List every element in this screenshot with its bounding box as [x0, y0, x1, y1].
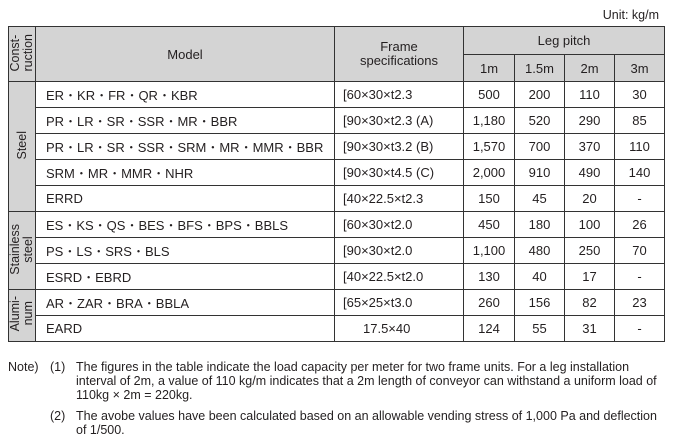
- model-header: Model: [36, 27, 335, 82]
- value-3m-cell: 26: [615, 212, 665, 238]
- construction-group-cell: [9, 290, 36, 342]
- value-2m-cell: 100: [565, 212, 615, 238]
- value-1-5m-cell: 200: [515, 82, 565, 108]
- note-item: [8, 409, 678, 437]
- pitch-header: 3m: [615, 55, 665, 82]
- table-row: [9, 134, 665, 160]
- model-cell: ER・KR・FR・QR・KBR: [36, 82, 335, 108]
- model-cell: ES・KS・QS・BES・BFS・BPS・BBLS: [36, 212, 335, 238]
- value-1-5m-cell: 156: [515, 290, 565, 316]
- value-2m-cell: 110: [565, 82, 615, 108]
- pitch-header: 2m: [565, 55, 615, 82]
- model-cell: ESRD・EBRD: [36, 264, 335, 290]
- pitch-header: 1m: [464, 55, 515, 82]
- model-cell: EARD: [36, 316, 335, 342]
- value-2m-cell: 17: [565, 264, 615, 290]
- value-1m-cell: 1,100: [464, 238, 515, 264]
- value-3m-cell: 85: [615, 108, 665, 134]
- value-1m-cell: 2,000: [464, 160, 515, 186]
- value-1-5m-cell: 40: [515, 264, 565, 290]
- value-3m-cell: 30: [615, 82, 665, 108]
- value-1-5m-cell: 910: [515, 160, 565, 186]
- value-3m-cell: -: [615, 316, 665, 342]
- model-cell: SRM・MR・MMR・NHR: [36, 160, 335, 186]
- value-2m-cell: 82: [565, 290, 615, 316]
- table-row: [9, 238, 665, 264]
- model-cell: PR・LR・SR・SSR・SRM・MR・MMR・BBR: [36, 134, 335, 160]
- value-1m-cell: 1,570: [464, 134, 515, 160]
- construction-header: [9, 27, 36, 82]
- model-cell: PR・LR・SR・SSR・MR・BBR: [36, 108, 335, 134]
- leg-pitch-header: Leg pitch: [464, 27, 665, 55]
- value-1m-cell: 150: [464, 186, 515, 212]
- table-row: [9, 316, 665, 342]
- value-2m-cell: 370: [565, 134, 615, 160]
- construction-group-label: Stainless steel: [8, 223, 35, 275]
- value-3m-cell: 23: [615, 290, 665, 316]
- model-cell: PS・LS・SRS・BLS: [36, 238, 335, 264]
- table-row: [9, 290, 665, 316]
- model-cell: AR・ZAR・BRA・BBLA: [36, 290, 335, 316]
- pitch-header: 1.5m: [515, 55, 565, 82]
- value-1m-cell: 1,180: [464, 108, 515, 134]
- value-2m-cell: 490: [565, 160, 615, 186]
- table-row: [9, 108, 665, 134]
- table-row: [9, 186, 665, 212]
- note-number: (2): [50, 409, 66, 423]
- construction-group-cell: [9, 212, 36, 290]
- construction-header-label: Const- ruction: [8, 33, 35, 72]
- note-number: (1): [50, 360, 66, 374]
- value-1-5m-cell: 180: [515, 212, 565, 238]
- value-1-5m-cell: 520: [515, 108, 565, 134]
- value-3m-cell: 140: [615, 160, 665, 186]
- note-text: The figures in the table indicate the load capacity per meter for two frame units. For a leg installation interval of 2m, a value of 110 kg/m indicates that a 2m length of conveyor can withstand a uniform load of 110kg × 2m = 220kg.: [76, 360, 657, 402]
- notes-label: Note): [8, 360, 39, 374]
- value-2m-cell: 20: [565, 186, 615, 212]
- frame-spec-cell: [90×30×t3.2 (B): [335, 134, 464, 160]
- value-1m-cell: 124: [464, 316, 515, 342]
- table-row: [9, 264, 665, 290]
- frame-spec-cell: [90×30×t2.3 (A): [335, 108, 464, 134]
- value-1m-cell: 260: [464, 290, 515, 316]
- value-1-5m-cell: 480: [515, 238, 565, 264]
- table-row: [9, 82, 665, 108]
- frame-header-label: Frame specifications: [359, 39, 439, 68]
- value-3m-cell: -: [615, 264, 665, 290]
- notes-section: [8, 360, 678, 444]
- frame-spec-cell: 17.5×40: [335, 316, 464, 342]
- value-1-5m-cell: 45: [515, 186, 565, 212]
- unit-label: Unit: kg/m: [602, 8, 659, 22]
- load-capacity-table: [8, 26, 665, 342]
- value-1-5m-cell: 55: [515, 316, 565, 342]
- construction-group-label: Steel: [14, 130, 29, 160]
- note-item: [8, 360, 678, 402]
- frame-spec-cell: [90×30×t4.5 (C): [335, 160, 464, 186]
- note-text: The avobe values have been calculated based on an allowable vending stress of 1,000 Pa and deflection of 1/500.: [76, 409, 657, 437]
- value-1-5m-cell: 700: [515, 134, 565, 160]
- frame-header: [335, 27, 464, 82]
- construction-group-label: Alumi- num: [8, 296, 35, 332]
- value-2m-cell: 31: [565, 316, 615, 342]
- frame-spec-cell: [40×22.5×t2.3: [335, 186, 464, 212]
- value-2m-cell: 290: [565, 108, 615, 134]
- frame-spec-cell: [90×30×t2.0: [335, 238, 464, 264]
- value-3m-cell: -: [615, 186, 665, 212]
- frame-spec-cell: [60×30×t2.3: [335, 82, 464, 108]
- value-1m-cell: 500: [464, 82, 515, 108]
- frame-spec-cell: [65×25×t3.0: [335, 290, 464, 316]
- value-1m-cell: 450: [464, 212, 515, 238]
- construction-group-cell: [9, 82, 36, 212]
- frame-spec-cell: [40×22.5×t2.0: [335, 264, 464, 290]
- value-3m-cell: 70: [615, 238, 665, 264]
- frame-spec-cell: [60×30×t2.0: [335, 212, 464, 238]
- table-row: [9, 212, 665, 238]
- value-3m-cell: 110: [615, 134, 665, 160]
- value-2m-cell: 250: [565, 238, 615, 264]
- value-1m-cell: 130: [464, 264, 515, 290]
- model-cell: ERRD: [36, 186, 335, 212]
- table-row: [9, 160, 665, 186]
